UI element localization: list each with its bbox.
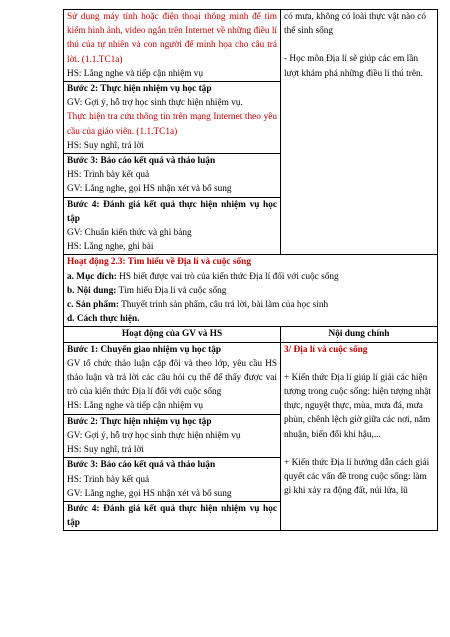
b-step4-block xyxy=(64,502,280,530)
activity-c xyxy=(67,298,434,312)
top-right-p1: có mưa, không có loài thực vật nào có thể sinh sống xyxy=(284,12,426,37)
step4-gv-text: GV: Chuẩn kiến thức và ghi bảng xyxy=(67,228,192,239)
step2-red-text: Thực hiện tra cứu thông tin trên mạng Internet theo yêu cầu của giáo viên. (1.1.TC1a) xyxy=(67,112,277,137)
step3-block xyxy=(64,154,280,198)
step1-red-text: Sử dụng máy tính hoặc điện thoại thông minh để tìm kiếm hình ảnh, video ngắn trên Internet về những điều lí thú của tự nhiên và con người để minh họa cho câu trả lời. (1.1.TC1a) xyxy=(67,12,277,65)
activity-c-label: c. Sản phẩm: xyxy=(67,300,119,311)
b-step1-gv-text: GV tổ chức thảo luận cặp đôi và theo lớp, yêu cầu HS thảo luận và trả lời các câu hỏi cụ thể để thấy được vai trò của kiến thức Địa lí đối với cuộc sống xyxy=(67,358,277,398)
b-step2-hs-text: HS: Suy nghĩ, trả lời xyxy=(67,445,144,456)
col2-header: Nội dung chính xyxy=(281,327,438,342)
step2-heading: Bước 2: Thực hiện nhiệm vụ học tập xyxy=(67,84,212,95)
activity-row xyxy=(64,255,438,327)
b-step2-block xyxy=(64,415,280,459)
right-p1: + Kiến thức Địa lí giúp lí giải các hiện tượng trong cuộc sống: hiện tượng nhật thực, nguyệt thực, mùa, mưa đá, mưa phùn, chênh lệch giờ giữa các nơi, năm nhuận, biến đổi khí hậu,... xyxy=(284,372,431,440)
b-step1-block xyxy=(64,343,280,415)
b-step4-heading: Bước 4: Đánh giá kết quả thực hiện nhiệm vụ học tập xyxy=(67,503,277,529)
step3-heading: Bước 3: Báo cáo kết quả và thảo luận xyxy=(67,156,216,167)
activity-cell xyxy=(64,255,438,327)
bottom-row xyxy=(64,342,438,531)
activity-b-text: Tìm hiểu Địa lí và cuộc sống xyxy=(116,285,227,296)
step1-continued-block xyxy=(64,10,280,82)
step4-heading: Bước 4: Đánh giá kết quả thực hiện nhiệm vụ học tập xyxy=(67,199,277,224)
step2-block xyxy=(64,82,280,154)
document-page xyxy=(63,9,437,531)
step2-hs-text: HS: Suy nghĩ, trả lời xyxy=(67,140,144,151)
right-p2: + Kiến thức Địa lí hướng dẫn cách giải quyết các vấn đề trong cuộc sống: làm gì khi xảy ra động đất, núi lửa, lũ xyxy=(284,457,430,497)
step2-gv-text: GV: Gợi ý, hỗ trợ học sinh thực hiện nhiệm vụ. xyxy=(67,98,243,109)
b-step2-gv-text: GV: Gợi ý, hỗ trợ học sinh thực hiện nhiệm vụ xyxy=(67,430,241,441)
activity-d-label: d. Cách thực hiện. xyxy=(67,314,140,325)
activity-title: Hoạt động 2.3: Tìm hiểu về Địa lí và cuộc sống xyxy=(67,257,251,268)
activity-b xyxy=(67,284,434,298)
top-right-cell xyxy=(281,10,438,255)
activity-a-label: a. Mục đích: xyxy=(67,271,117,282)
right-section-title: 3/ Địa lí và cuộc sống xyxy=(284,344,368,355)
col1-header: Hoạt động của GV và HS xyxy=(64,327,281,342)
step3-gv-text: GV: Lắng nghe, gọi HS nhận xét và bổ sung xyxy=(67,184,232,195)
activity-a xyxy=(67,270,434,284)
b-step1-heading: Bước 1: Chuyển giao nhiệm vụ học tập xyxy=(67,344,222,355)
top-row xyxy=(64,10,438,255)
step3-hs-text: HS: Trình bày kết quả xyxy=(67,170,150,181)
step1-hs-text: HS: Lắng nghe và tiếp cận nhiệm vụ xyxy=(67,68,204,79)
activity-b-label: b. Nội dung: xyxy=(67,285,117,296)
step4-hs-text: HS: Lắng nghe, ghi bài xyxy=(67,242,154,253)
b-step3-heading: Bước 3: Báo cáo kết quả và thảo luận xyxy=(67,460,216,471)
step4-block xyxy=(64,198,280,255)
bottom-left-cell xyxy=(64,342,281,531)
top-right-p2: - Học môn Địa lí sẽ giúp các em lần lượt khám phá những điều lí thú trên. xyxy=(284,54,423,79)
b-step3-hs-text: HS: Trình bày kết quả xyxy=(67,474,150,485)
bottom-right-cell xyxy=(281,342,438,531)
activity-a-text: HS biết được vai trò của kiến thức Địa lí đối với cuộc sống xyxy=(116,271,339,282)
b-step3-gv-text: GV: Lắng nghe, gọi HS nhận xét và bổ sung xyxy=(67,488,232,499)
lesson-table xyxy=(63,9,438,531)
b-step2-heading: Bước 2: Thực hiện nhiệm vụ học tập xyxy=(67,416,212,427)
header-row xyxy=(64,327,438,342)
b-step3-block xyxy=(64,458,280,502)
top-left-cell xyxy=(64,10,281,255)
activity-c-text: Thuyết trình sản phẩm, câu trả lời, bài làm của học sinh xyxy=(118,300,329,311)
b-step1-hs-text: HS: Lắng nghe và tiếp cận nhiệm vụ xyxy=(67,401,204,412)
